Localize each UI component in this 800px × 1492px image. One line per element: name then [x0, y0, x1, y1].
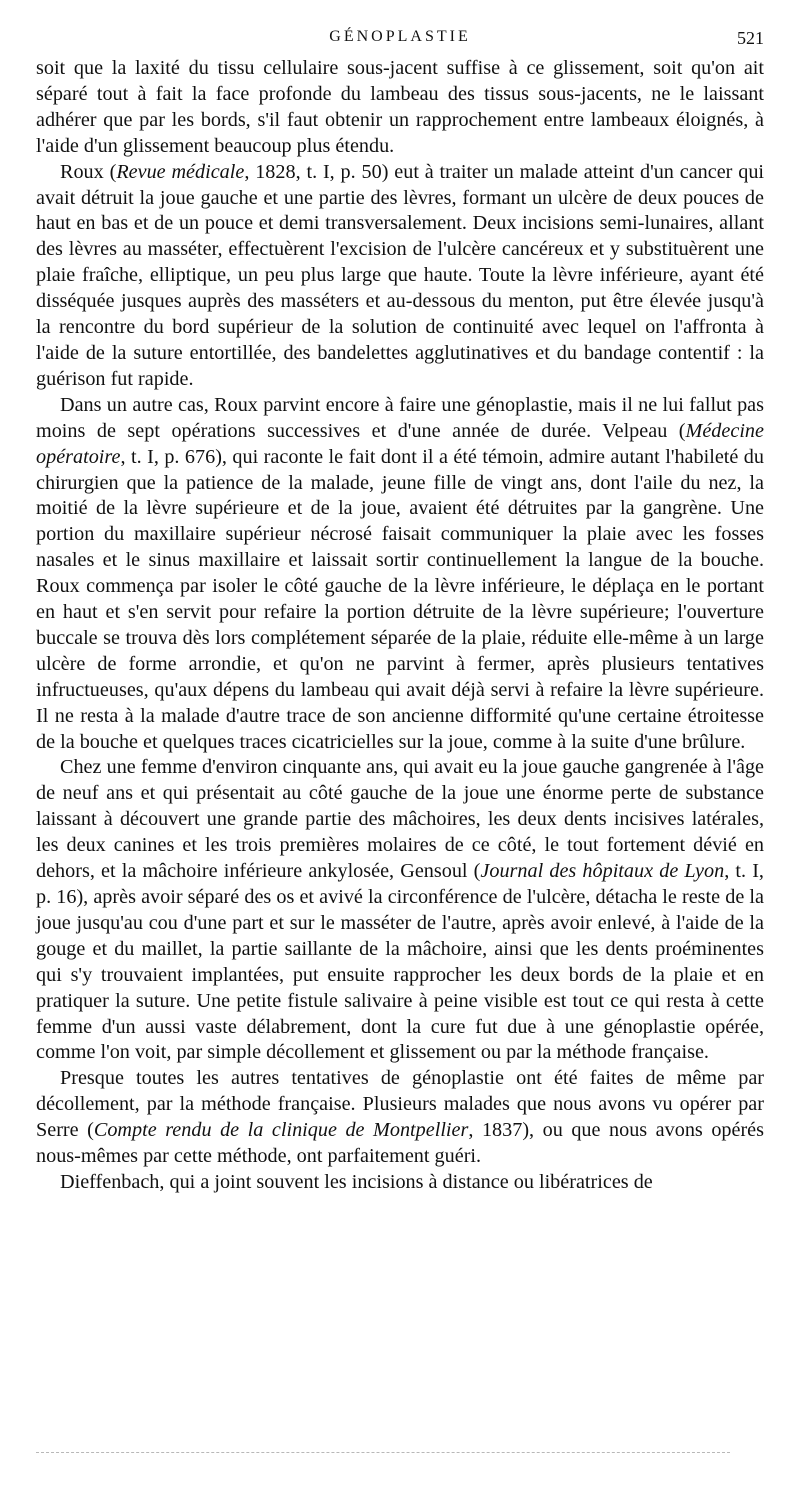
paragraph-5-text-a: Presque toutes les autres tentatives de génoplastie ont été faites de même par décollement, par la méthode française. Plusieurs malades que nous avons vu opérer par Serre ( — [36, 1067, 764, 1142]
paragraph-2-text-a: Roux ( — [60, 160, 117, 183]
paragraph-3-text-a: Dans un autre cas, Roux parvint encore à faire une génoplastie, mais il ne lui fallut pas moins de sept opérations successives et d'une année de durée. Velpeau ( — [36, 393, 764, 442]
paragraph-1-text: soit que la laxité du tissu cellulaire sous-jacent suffise à ce glissement, soit qu'on ait séparé tout à fait la face profonde du lambeau des tissus sous-jacents, ne le laissant adhérer que par les bords, s'il faut obtenir un rapprochement entre lambeaux éloignés, à l'aide d'un glissement beaucoup plus étendu. — [36, 57, 764, 157]
paragraph-3-text-b: , t. I, p. 676), qui raconte le fait dont il a été témoin, admire autant l'habileté du chirurgien que la patience de la malade, jeune fille de vingt ans, dont l'aile du nez, la moitié de la lèvre supérieure et de la joue, avaient été détruites par la gangrène. Une portion du maxillaire supérieur nécrosé faisait communiquer la plaie avec les fosses nasales et le sinus maxillaire et laissait sortir continuellement la langue de la bouche. Roux commença par isoler le côté gauche de la lèvre inférieure, le déplaça en le portant en haut et s'en servit pour refaire la portion détruite de la lèvre supérieure; l'ouverture buccale se trouva dès lors complétement séparée de la plaie, réduite elle-même à un large ulcère de forme arrondie, et qu'on ne parvint à fermer, après plusieurs tentatives infructueuses, qu'aux dépens du lambeau qui avait déjà servi à refaire la lèvre supérieure. Il ne resta à la malade d'autre trace de son ancienne difformité qu'une certaine étroitesse de la bouche et quelques traces cicatricielles sur la joue, comme à la suite d'une brûlure. — [36, 445, 764, 753]
citation-title-revue-medicale: Revue médicale — [116, 160, 245, 183]
paragraph-2-text-b: , 1828, t. I, p. 50) eut à traiter un malade atteint d'un cancer qui avait détruit la joue gauche et une partie des lèvres, formant un ulcère de deux pouces de haut en bas et de un pouce et demi transversalement. Deux incisions semi-lunaires, allant des lèvres au masséter, effectuèrent l'excision de l'ulcère cancéreux et y substituèrent une plaie fraîche, elliptique, un peu plus large que haute. Toute la lèvre inférieure, ayant été disséquée jusques auprès des masséters et au-dessous du menton, put être élevée jusqu'à la rencontre du bord supérieur de la solution de continuité avec lequel on l'affronta à l'aide de la suture entortillée, des bandelettes agglutinatives et du bandage contentif : la guérison fut rapide. — [36, 160, 765, 390]
paragraph-3 — [36, 393, 764, 756]
paragraph-5-text-b: , 1837), ou que nous avons opérés nous-mêmes par cette méthode, ont parfaitement guéri. — [36, 1119, 765, 1168]
paragraph-4-text-a: Chez une femme d'environ cinquante ans, qui avait eu la joue gauche gangrenée à l'âge de neuf ans et qui présentait au côté gauche de la joue une énorme perte de substance laissant à découvert une grande partie des mâchoires, les deux dents incisives latérales, les deux canines et les trois premières molaires de ce côté, le tout fortement dévié en dehors, et la mâchoire inférieure ankylosée, Gensoul ( — [36, 756, 764, 883]
running-header — [36, 22, 764, 56]
paragraph-1 — [36, 56, 764, 160]
page-number: 521 — [737, 28, 764, 48]
citation-title-medecine-operatoire: Médecine opératoire — [36, 419, 764, 468]
paragraph-2 — [36, 160, 764, 393]
citation-title-journal-hopitaux-lyon: Journal des hôpitaux de Lyon — [480, 860, 725, 883]
paragraph-5 — [36, 1066, 764, 1170]
citation-title-compte-rendu-montpellier: Compte rendu de la clinique de Montpellier — [93, 1119, 469, 1142]
running-title: GÉNOPLASTIE — [329, 28, 471, 45]
paragraph-4-text-b: , t. I, p. 16), après avoir séparé des os et avivé la circonférence de l'ulcère, détacha le reste de la joue jusqu'au cou d'une part et sur le masséter de l'autre, après avoir enlevé, à l'aide de la gouge et du maillet, la partie saillante de la mâchoire, ainsi que les dents proéminentes qui s'y trouvaient implantées, put ensuite rapprocher les deux bords de la plaie et en pratiquer la suture. Une petite fistule salivaire à peine visible est tout ce qui resta à cette femme d'un aussi vaste délabrement, dont la cure fut due à une génoplastie opérée, comme l'on voit, par simple décollement et glissement ou par la méthode française. — [36, 860, 764, 1064]
paragraph-6 — [36, 1170, 764, 1196]
paragraph-6-text: Dieffenbach, qui a joint souvent les incisions à distance ou libératrices de — [60, 1170, 653, 1193]
body-text — [36, 56, 764, 1196]
footer-rule — [36, 1452, 730, 1453]
paragraph-4 — [36, 755, 764, 1066]
